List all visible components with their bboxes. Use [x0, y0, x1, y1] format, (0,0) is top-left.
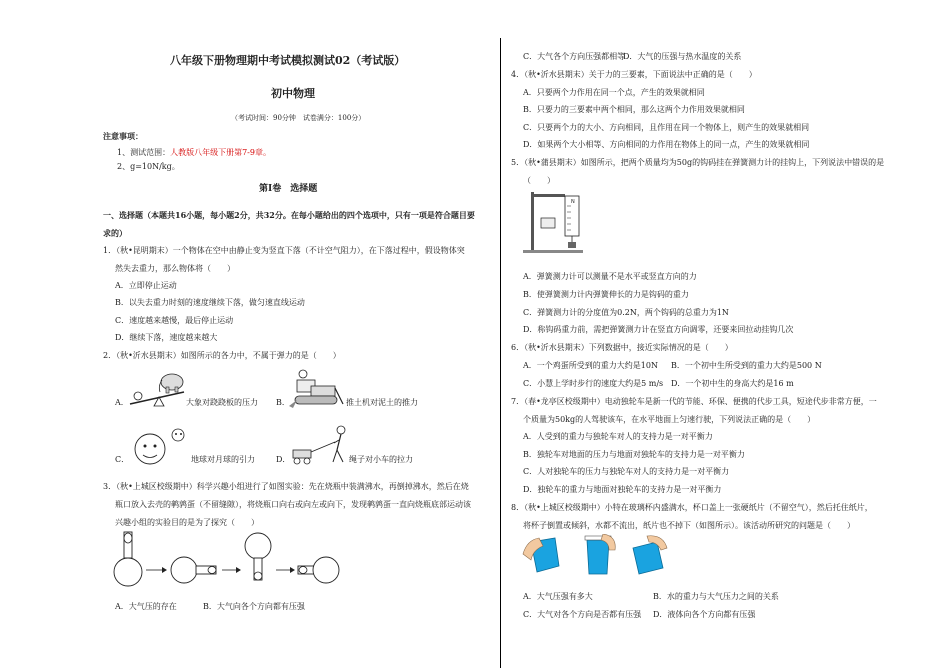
q8-option-d: D．液体向各个方向都有压强: [653, 610, 756, 619]
q7-option-a: A．人受到的重力与独轮车对人的支持力是一对平衡力: [523, 432, 713, 441]
scale-unit-label: N: [571, 199, 575, 205]
notice-heading: 注意事项：: [103, 131, 143, 141]
q3-option-c: C．大气各个方向压强都相等: [523, 52, 626, 61]
q2-option-d-letter: D．: [276, 455, 291, 464]
q3-stem-line1: 3．（秋•上城区校级期中）科学兴趣小组进行了如图实验：先在烧瓶中装满沸水，再倒掉沸水，然后在烧: [103, 482, 469, 491]
q5-option-d: D．称钩码重力前，需把弹簧测力计在竖直方向调零，还要来回拉动挂钩几次: [523, 325, 794, 334]
q3-stem-line2: 瓶口放入去壳的鹌鹑蛋（不留缝隙），将烧瓶口向右或向左或向下，发现鹌鹑蛋一直向烧瓶底部运动该: [115, 500, 471, 509]
q3-stem-line3: 兴趣小组的实验目的是为了探究（ ）: [115, 518, 259, 527]
subject-title: 初中物理: [271, 87, 315, 100]
q3-option-b: B．大气向各个方向都有压强: [203, 602, 305, 611]
q1-stem-line1: 1．（秋•昆明期末）一个物体在空中由静止变为竖直下落（不计空气阻力），在下落过程中，假设物体突: [103, 246, 465, 255]
q4-stem: 4．（秋•沂水县期末）关于力的三要素，下面说法中正确的是（ ）: [511, 70, 757, 79]
q2-option-c-text: 地球对月球的引力: [191, 455, 255, 464]
page-title: 八年级下册物理期中考试模拟测试02（考试版）: [170, 54, 406, 67]
section-intro-line1: 一、选择题（本题共16小题，每小题2分，共32分。在每小题给出的四个选项中，只有一项是符合题目要: [103, 210, 475, 220]
q5-option-b: B．使弹簧测力计内弹簧伸长的力是钩码的重力: [523, 290, 689, 299]
q2-option-b-text: 推土机对泥土的推力: [346, 398, 418, 407]
q6-option-c: C．小慧上学时步行的速度大约是5 m/s: [523, 379, 664, 388]
spring-scale-figure: [521, 190, 587, 254]
q3-option-a: A．大气压的存在: [115, 602, 177, 611]
notice-item-1-range: 人教版八年级下册第7-9章。: [170, 148, 271, 157]
q8-option-b: B．水的重力与大气压力之间的关系: [653, 592, 779, 601]
q8-option-a: A．大气压强有多大: [523, 592, 593, 601]
q8-stem-line2: 将杯子倒置或倾斜，水都不流出，纸片也不掉下（如图所示）。该活动所研究的问题是（ ）: [523, 521, 855, 530]
q4-option-a: A．只要两个力作用在同一个点，产生的效果就相同: [523, 88, 705, 97]
q7-option-c: C．人对独轮车的压力与独轮车对人的支持力是一对平衡力: [523, 467, 730, 476]
exam-info: （考试时间：90分钟 试卷满分：100分）: [231, 114, 366, 122]
q1-option-c: C．速度越来越慢，最后停止运动: [115, 316, 234, 325]
q3-option-d: D．大气的压强与热水温度的关系: [623, 52, 742, 61]
q8-option-c: C．大气对各个方向是否都有压强: [523, 610, 642, 619]
q1-option-d: D．继续下落，速度越来越大: [115, 333, 218, 342]
q7-stem-line2: 个质量为50kg的人驾驶该车，在水平地面上匀速行驶，下列说法正确的是（ ）: [523, 415, 816, 424]
q5-stem-line2: （ ）: [523, 176, 555, 185]
q1-option-a: A．立即停止运动: [115, 281, 177, 290]
q4-option-d: D．如果两个大小相等、方向相同的力作用在物体上的同一点，产生的效果就相同: [523, 140, 810, 149]
notice-item-2: 2、g=10N/kg。: [117, 162, 180, 171]
q2-option-a-text: 大象对跷跷板的压力: [186, 398, 258, 407]
q5-option-c: C．弹簧测力计的分度值为0.2N，两个钩码的总重力为1N: [523, 308, 729, 317]
q2-stem: 2．（秋•沂水县期末）如图所示的各力中，不属于弹力的是（ ）: [103, 351, 341, 360]
q7-option-d: D．独轮车的重力与地面对独轮车的支持力是一对平衡力: [523, 485, 722, 494]
bulldozer-figure: [287, 366, 347, 410]
q4-option-b: B．只要力的三要素中两个相同，那么这两个力作用效果就相同: [523, 105, 745, 114]
flask-egg-figure: [112, 530, 342, 590]
q1-stem-line2: 然失去重力，那么物体将（ ）: [115, 264, 235, 273]
elephant-seesaw-figure: [126, 370, 188, 410]
section-intro-line2: 求的）: [103, 228, 127, 238]
q6-option-a: A．一个鸡蛋所受到的重力大约是10N: [523, 361, 658, 370]
q2-option-c-letter: C．: [115, 455, 130, 464]
q5-stem-line1: 5．（秋•蒲县期末）如图所示，把两个质量均为50g的钩码挂在弹簧测力计的挂钩上，下列说法中错误的是: [511, 158, 885, 167]
q2-option-b-letter: B．: [276, 398, 290, 407]
q7-option-b: B．独轮车对地面的压力与地面对独轮车的支持力是一对平衡力: [523, 450, 745, 459]
section-title: 第Ⅰ卷 选择题: [259, 184, 318, 194]
notice-item-1: [117, 148, 271, 158]
rope-cart-figure: [289, 424, 351, 468]
earth-moon-figure: [128, 425, 188, 467]
q6-stem: 6．（秋•沂水县期末）下列数据中，接近实际情况的是（ ）: [511, 343, 733, 352]
q4-option-c: C．只要两个力的大小、方向相同，且作用在同一个物体上，则产生的效果就相同: [523, 123, 810, 132]
q7-stem-line1: 7．（春•龙亭区校级期中）电动独轮车是新一代的节能、环保、便携的代步工具，短途代步非常方便，一: [511, 397, 877, 406]
q6-option-d: D．一个初中生的身高大约是16 m: [671, 379, 794, 388]
q8-stem-line1: 8．（秋•上城区校级期中）小特在玻璃杯内盛满水，杯口盖上一张硬纸片（不留空气），然后托住纸片，: [511, 503, 873, 512]
q2-option-d-text: 绳子对小车的拉力: [349, 455, 413, 464]
notice-item-1-prefix: 1、测试范围：: [117, 148, 171, 157]
inverted-cup-figure: [521, 534, 671, 584]
q2-option-a-letter: A．: [115, 398, 129, 407]
q1-option-b: B．以失去重力时刻的速度继续下落，做匀速直线运动: [115, 298, 305, 307]
q6-option-b: B．一个初中生所受到的重力大约是500 N: [671, 361, 822, 370]
column-divider: [500, 38, 501, 668]
q5-option-a: A．弹簧测力计可以测量不是水平或竖直方向的力: [523, 272, 697, 281]
